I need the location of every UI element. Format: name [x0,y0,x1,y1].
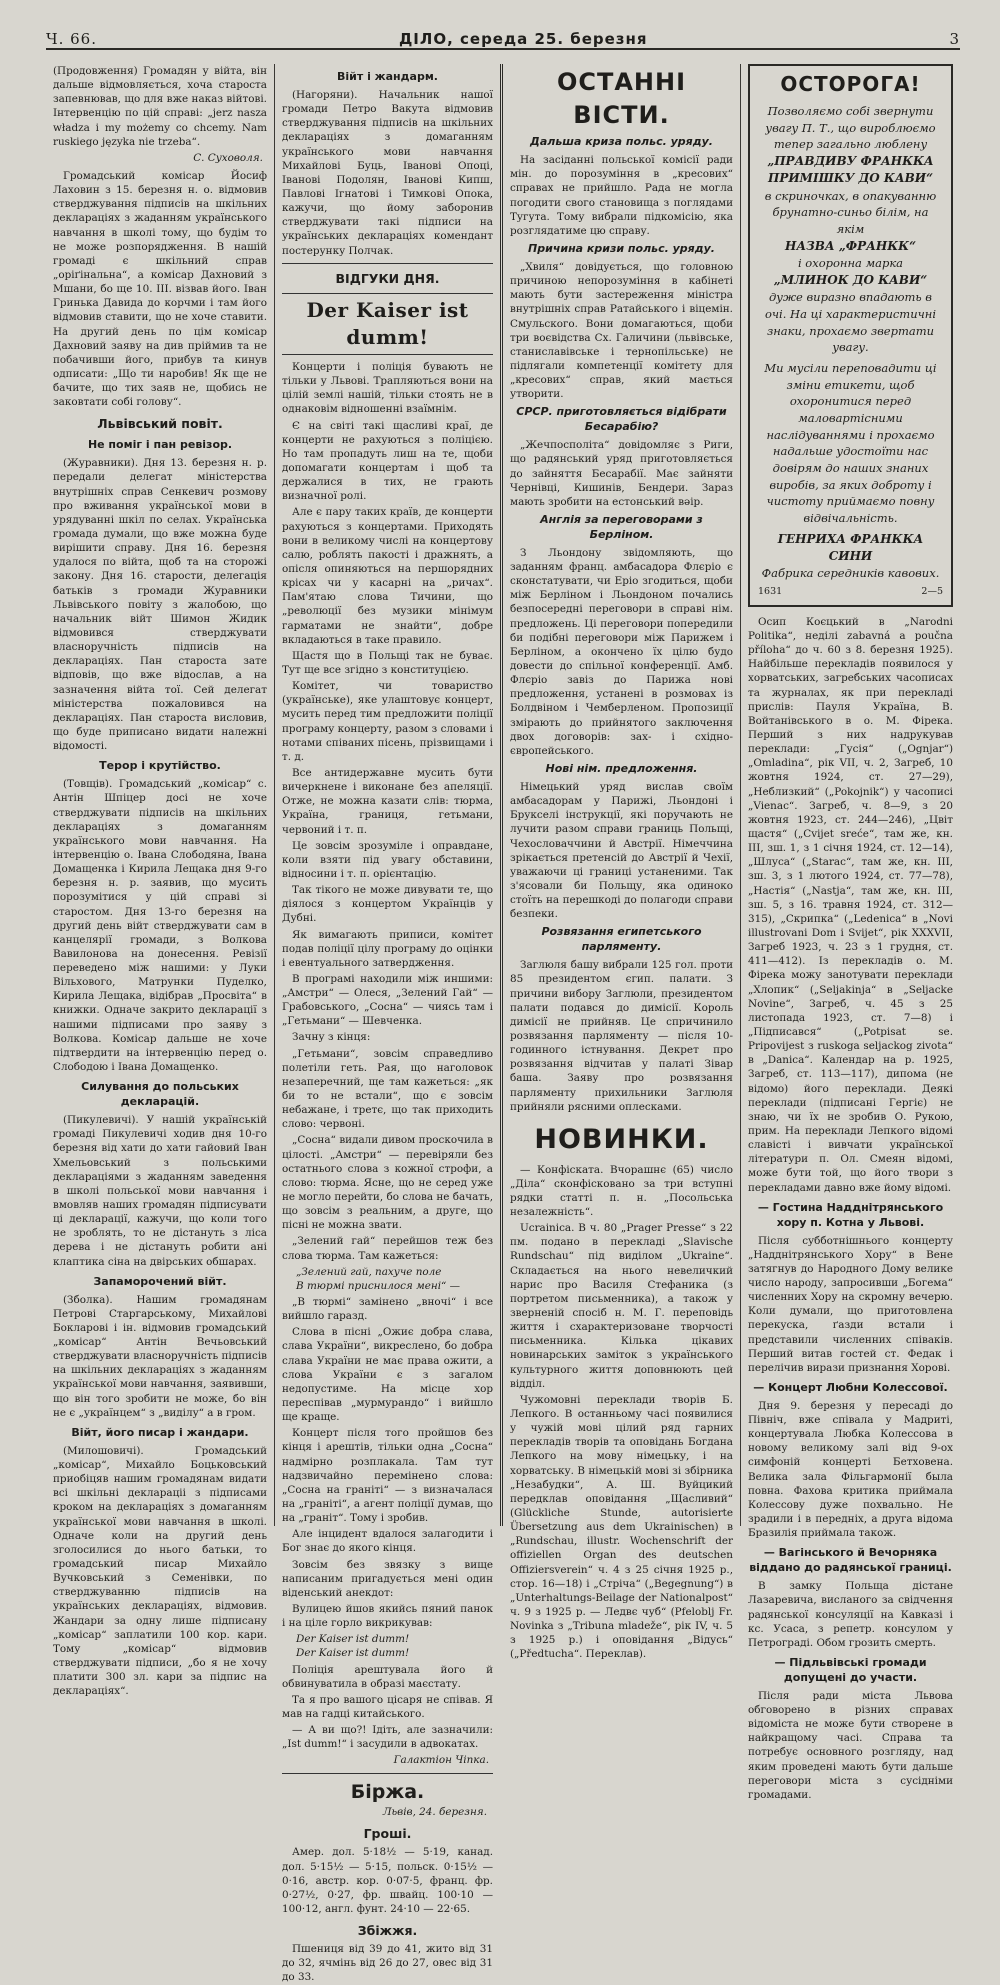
article-paragraph: Пшениця від 39 до 41, жито від 31 до 32, ячмінь від 26 до 27, овес від 31 до 33. [282,1943,493,1984]
ad-text: і охоронна марка [797,256,904,271]
news-section-title: НОВИНКИ. [534,1123,709,1155]
article-heading: Силування до польських декларацій. [81,1080,239,1109]
ad-text: Ми мусіли переповадити ці зміни етикети, щоб охоронитися перед маловартісними наслідуваннями і прохаємо надальше удостоїти нас довірям до наших знаних виробів, за яких доброту і чистоту приймаємо повну відвічальність. [764,360,937,525]
article-paragraph: (Зболка). Нашим громадянам Петрові Старгарському, Михайлові Бокларові і ін. відмовив громадський „комісар“ Антін Вечьовський стверджувати власноручність підписів на шкільних деклараціях з жаданням української мови навчання, заявивши, що він того зробити не може, бо він не є „українцем“ з „виділу“ а в гром. [53,1293,267,1419]
article-paragraph: На засіданні польської комісії ради мін. до порозуміння в „кресових“ справах не прийшло. Рада не могла погодити свого становища з поглядами Тугута. Тому вибрали підкомісію, яка розглядатиме цю справу. [510,154,733,237]
article-paragraph: „Гетьмани“, зовсім справедливо полетіли геть. Рая, що наголовок незаперечний, ще там кажеться: „як би то не встали“, що є зовсім небажане, і третє, що так приходить слово: червоні. [282,1047,493,1131]
article-paragraph: Поліція арештувала його й обвинуватила в образі маєстату. [282,1663,493,1690]
article-paragraph: Але інцидент вдалося залагодити і Бог знає до якого кінця. [282,1528,493,1555]
article-heading: — Гостина Надднітрянського хору п. Котна у Львові. [757,1200,944,1229]
article-heading: Нові нім. предложення. [545,762,698,776]
column-4 [740,64,960,1801]
article-paragraph: Слова в пісні „Ожиє добра слава, слава України“, викреслено, бо добра слава України не має права ожити, а слова України є з загалом недопустиме. На місце хор переспівав „мурмурандо“ і вийшло ще краще. [282,1326,493,1424]
article-paragraph: Та я про вашого цісаря не співав. Я мав на гадці китайського. [282,1693,493,1720]
article-paragraph: Так тікого не може дивувати те, що діялося з концертом Українців у Дубні. [282,884,493,925]
article-paragraph: (Нагоряни). Начальник нашої громади Петро Вакута відмовив стверджування підписів на шкільних деклараціях з домаганням українського мови навчання Михайлові Буць, Іванові Опоці, Іванові Подолян, Іванові Кипш, Павлові Ігнатові і Тимкові Опока, кажучи, що йому заборонив стверджувати такі підписи на українських деклараціях комендант постерунку Полчак. [282,88,493,257]
page-number: 3 [949,30,960,48]
ad-signature: ГЕНРИХА ФРАНККА СИНИ [777,531,924,564]
article-paragraph: Комітет, чи товариство (українське), яке улаштовує концерт, мусить перед тим предложити поліції програму концерту, разом з словами і нотами співаних пісень, прізвищами і т. д. [282,680,493,763]
ad-text: в скриночках, в опакуванню брунатно-синьо білім, на якім [764,188,937,237]
article-heading: Англія за переговорами з Берліном. [540,513,703,541]
article-paragraph: Після ради міста Львова обговорено в різних справах відоміста не може бути створене в найкращому часі. Справа та потребує основного розгляду, над яким проведені мають бути дальше переговори міста з сусідніми громадами. [748,1689,953,1801]
article-paragraph: Зачну з кінця: [292,1031,371,1044]
article-heading: Війт, його писар і жандари. [71,1425,249,1439]
ad-text: НАЗВА „ФРАНКК“ [784,238,916,253]
article-paragraph: Вулицею йшов якийсь пяний панок і на ціле горло викрикував: [282,1602,493,1630]
article-heading: — Вагінського й Вечорняка віддано до радянської границі. [749,1546,952,1575]
ad-text: дуже виразно впадають в очі. На ці характеристичні знаки, прохаємо звертати увагу. [764,290,937,355]
section-heading: Львівський повіт. [97,416,223,432]
section-heading: ВІДГУКИ ДНЯ. [335,270,440,286]
poem-quote: „Зелений гай, пахуче поле В тюрмі приснилося мені“ — [296,1265,461,1292]
article-paragraph: — А ви що?! Ідіть, але зазначили: „Ist dumm!“ і засудили в адвокатах. [282,1724,493,1751]
article-paragraph: „Зелений гай“ перейшов теж без слова тюрма. Там кажеться: [282,1235,493,1262]
article-signature: Галактіон Чіпка. [393,1754,489,1767]
article-paragraph: — Конфіската. Вчорашнє (65) число „Діла“ сконфісковано за три вступні рядки статті п. н. „Посольська незалежність“. [510,1163,733,1218]
feuilleton-title: Der Kaiser ist dumm! [282,293,493,355]
article-paragraph: Амер. дол. 5·18½ — 5·19, канад. дол. 5·15½ — 5·15, польск. 0·15½ — 0·16, австр. кор. 0·07·5, франц. фр. 0·27½, 0·27, фр. швайц. 100·10 — 100·12, англ. фунт. 24·10 — 22·65. [282,1846,493,1916]
article-paragraph: З Льондону звідомляють, що заданням франц. амбасадора Флєріо є сконстатувати, чи Еріо згодиться, щоби між Берліном і Льондоном почались безпосередні переговори в справі нім. предложень. Ці переговори попередили би подібні переговори між Парижем і Берліном, а окончено їх цілю будо довести до спільної конференції. Амб. Флєріо завіз до Парижа нові предложення, устанені в розмовах із Болдвіном і Чемберленом. Пропозиції змірають до прийнятого заключення двох договорів: зах- і східно-європейського. [510,546,733,757]
article-heading: — Підльвівські громади допущені до участи. [774,1655,927,1684]
issue-number: Ч. 66. [46,30,97,48]
article-heading: — Концерт Любни Колессової. [753,1380,948,1394]
article-paragraph: (Милошовичі). Громадський „комісар“, Михайло Боцьковський приобіцяв нашим громадянам видати всі шкільні деклараціі з підписами кроком на деклараціях з домаганням української мови навчання в школі. Одначе коли на другий день зголосилися до нього батьки, то громадський писар Михайло Вучковський з Семенівки, по стверджуванню підписів на українських деклараціях, відмовив. Жандари за одну лише підписану „комісар“ заплатили 100 кор. кари. Тому „комісар“ відмовив стверджувати підписи, „бо я не хочу платити 300 зл. кари за підпис на деклараціях“. [53,1444,267,1698]
article-heading: Дальша криза польс. уряду. [530,135,713,149]
article-heading: Запаморочений війт. [93,1274,227,1288]
column-2 [274,64,500,1984]
article-paragraph: Заглюля башу вибрали 125 гол. проти 85 президентом єгип. палати. З причини вибору Заглюли, президентом палати подався до димісії. Король димісії не прийняв. Це спричинило розвязання парляменту — після 10-годинного істнування. Декрет про розвязання відчитав у палаті Зівар баша. Заяву про розвязання парляменту прихильники Заглюля прийняли рясними оплесками. [510,959,733,1113]
latest-news-title: ОСТАННІ ВІСТИ. [556,68,687,129]
article-paragraph: Осип Коєцький в „Narodni Politika“, неділі zabavná a poučna příloha“ до ч. 60 з 8. березня 1925). Найбільше перекладів появилося у хорватських, загребських часописах та журналах, як при перекладі прислів: Пауля Україна, В. Войтанівського в о. М. Фірека. Перший з них надрукував переклади: „Гусія“ („Ognjar“) „Omladina“, рік VII, ч. 2, Загреб, 10 жовтня 1924, ст. 27—29), „Неблизкий“ („Pokojnik“) у часописі „Vienac“. Загреб, ч. 8—9, з 20 жовтня 1923, ст. 244—246), „Цвіт щастя“ („Cvijet sreće“, там же, кн. III, зш. 1, з 1 січня 1924, ст. 12—14), „Шлуса“ („Starac“, там же, кн. III, зш. 3, з 1 лютого 1924, ст. 77—78), „Настія“ („Nastja“, там же, кн. III, зш. 5, з 16. травня 1924, ст. 312—315), „Скрипка“ („Ledenica“ в „Novi illustrovani Dom i Svijet“, рік XXXVII, Загреб 1923, ч. 23 з 1 грудня, ст. 411—412). Із перекладів о. М. Фірека можу занотувати переклади „Хлопик“ („Seljakinja“ в „Seljacke Novine“, Загреб, ч. 45 з 25 листопада 1923, ст. 7—8) і „Підписався“ („Potpisat se. Pripovijest з ruskoga seljackog zivota“ в „Danica“. Календар на р. 1925, Загреб, ст. 113—117), дипома (не відомо) його переклади. Деякі переклади (підписані Гергіє) не знаю, чи їх не зробив О. Рукою, прим. На переклади Лепкого відомі славісті і вивчати української літератури п. Ол. Смеян відомі, може бути той, що його твори з перекладами давно вже йому відомі. [748,615,953,1194]
ad-title: ОСТОРОГА! [780,72,921,96]
article-paragraph: „Жечпосполіта“ довідомляє з Риги, що радянський уряд приготовляється до зайняття Бесарабії. Має зайняти Чернівці, Кишинів, Бендери. Зараз мають зробити на естонський вәір. [510,439,733,508]
article-paragraph: „Хвиля“ довідується, що головною причиною непорозуміння в кабінеті мають бути застереження міністра внутрішніх справ Ратайського і віцемін. Смульского. Вони домагаються, щоби три воєвідства Сх. Галичини (львівське, станиславівське і тернопільське) не підлягали компетенції комітету для „кресових“ справ, який мається утворити. [510,261,733,401]
article-paragraph: Німецький уряд вислав своїм амбасадорам у Парижі, Льондоні і Брукселі інструкції, які поручають не лучити разом справи границь Польщі, Чехословаччини й Австрії. Німеччина зрікається претенсій до Австрії й Чехії, уважаючи ці границі устаненими. Так з'ясовали би Польщу, яка одиноко стоїть на перешкоді до полагоди справи безпеки. [510,780,733,921]
article-paragraph: Ucrainica. В ч. 80 „Prager Presse“ з 22 пм. подано в перекладі „Slavische Rundschau“ під виділом „Ukraine“. Складається на нього невеличкий нарис про Василя Стефаника (з портретом письменника), а також у зверненій спосіб н. М. Г. переповідь життя і схарактеризоване творчості письменника. Кілька цікавих новинарських заміток з українського культурного життя доповнюють цей відділ. [510,1222,733,1390]
article-paragraph: Концерт після того пройшов без кінця і арештів, тільки одна „Сосна“ надмірно розплакала. Там тут надзвичайно перемінено слова: „Сосна на граніті“ — з визначалася на „граніті“, а агент поліції думав, що на „граніт“. Тому і зробив. [282,1427,493,1525]
section-heading: Збіжжя. [357,1923,418,1939]
poem-quote: Der Kaiser ist dumm! Der Kaiser ist dumm! [296,1633,410,1660]
article-heading: Причина кризи польс. уряду. [528,242,715,256]
bourse-title: Біржа. [350,1780,425,1803]
article-heading: Війт і жандарм. [337,70,438,83]
section-heading: Гроші. [363,1826,412,1842]
article-paragraph: „Сосна“ видали дивом проскочила в цілості. „Амстри“ — перевіряли без остатнього слова з кожної строфи, а слово: тюрма. Ясне, що не серед уже не могло перейти, бо слова не бачать, що зовсім з реальним, а друге, що пісні не можна звати. [282,1134,493,1232]
masthead-date: ДІЛО, середа 25. березня [398,30,648,48]
columns [46,64,960,1984]
article-signature: С. Суховоля. [193,151,263,164]
article-paragraph: В замку Польща дістане Лазаревича, висланого за свідчення радянської консуляції на Кавказі і кс. Усаса, з репетр. консулом у Петрограді. Обом грозить смерть. [748,1580,953,1649]
ad-text: „МЛИНОК ДО КАВИ“ [773,272,928,287]
divider [282,263,493,264]
article-paragraph: Дня 9. березня у пересаді до Північ, вже співала у Мадриті, концертувала Любка Колессова в новому великому залі від 9-ох симфоній концерті Бетховена. Велика зала Фільгармонії была повна. Фахова критика приймала Колессову дуже похвально. Не зрадили і в передніх, а друга відома Бразилія приймала також. [748,1399,953,1540]
article-heading: Не поміг і пан ревізор. [87,438,233,452]
article-paragraph: (Журавники). Дня 13. березня н. р. передали делегат міністерства внутрішніх справ Сенкевич розмову про вживання української мови в урядуванні шкіл по селах. Українська громада думали, що вже можна буде вирішити справу. Дня 16. березня удалося по війта, щоб та на сторожі закону. Дня 16. старости, делегація батьків з громади Журавники Львівського повіту з жалобою, що начальник війт Шимон Жидик відмовився стверджувати власноручність підписів на деклараціях. Пан староста зате відповів, що вже відослав, а на зазначення війта тої. Сей делегат міністерства пожаловився на деклараціях. Пан староста висловив, що буде приписано видати належні відомості. [53,457,267,753]
ad-footer-left: 1631 [758,586,783,598]
ad-footer-right: 2—5 [921,586,943,598]
article-paragraph: Зовсім без звязку з вище написаним пригадується мені один віденський анекдот: [282,1558,493,1599]
article-paragraph: Щастя що в Польщі так не буває. Тут ще все згідно з конституцією. [282,649,493,676]
article-paragraph: Після субботнішнього концерту „Надднітрянського Хору“ в Вене затягнув до Народного Дому велике число народу, запросивши „Богема“ численних Хору на скромну вечерю. Коли думали, що приготовлена перекуска, ґазди встали і представили численних співаків. Перший витав гостей ст. Федак і перелічив вирази признання Хорові. [748,1234,953,1374]
article-paragraph: Громадський комісар Йосиф Лаховин з 15. березня н. о. відмовив стверджування підписів на шкільних деклараціях з жаданням українського навчання в школі тому, що будім то не може розпорядження. В нашій громаді є шкільний справ „оріґінальна“, а комісар Дахновий з Мшани, бо ще 10. III. візвав його. Іван Гринька Давида до корчми і там його відмовив ставити, що не хоче ставити. На другий день по цім комісар Дахновий заяву на див пріймив та не побачивши його, прибув та кинув одписати: „Що ти наробив! Як ще не бачите, що тих заяв не, щобись не заковтати собі голову“. [53,169,267,409]
article-heading: СРСР. приготовляється відібрати Бесарабію? [516,405,727,434]
article-paragraph: В програмі находили між иншими: „Амстри“ — Олеся, „Зелений Гай“ — Грабовського, „Сосна“ — чиясь там і „Гетьмани“ — Шевченка. [282,972,493,1028]
article-paragraph: (Продовження) Громадян у війта, він дальше відмовляється, хоча староста запевнював, що для вже наказ війтові. Інтервенцію по цій справі: „jerz nasza władza i my możemy co chcemy. Nam ruskiego języka nie trzeba“. [53,65,267,148]
article-paragraph: Як вимагають приписи, комітет подав поліції цілу програму до оцінки і евентуального затвердження. [282,928,493,969]
article-paragraph: Концерти і поліція бувають не тільки у Львові. Трапляються вони на цілій землі нашій, тільки стоять не в однаковім відношенні взаїмнім. [282,361,493,416]
article-paragraph: Чужомовні переклади творів Б. Лепкого. В останньому часі появилися у чужій мові цілий ряд гарних перекладів творів та оповідань Богдана Лепкого на мову німецьку, і на хорватську. В німецькій мові зі збірника „Незабудки“, А. Ш. Вуйцикий передклав оповідання „Щасливий“ (Glückliche Stunde, autorisierte Übersetzung aus dem Ukrainischen) в „Rundschau, illustr. Wochenschrift der offiziellen Organ des deutschen Offiziersverein“ ч. 4 з 25 січня 1925 р., стор. 16—18) і „Стріча“ („Begegnung“) в „Unterhaltungs-Beilage der Nationalpost“ ч. 9 з 1925 р. — Ледвє чуб“ (Pfeloblj Fr. Novinka з „Tribuna mladeže“, рік IV, ч. 5 з 1925 р.) і оповідання „Відусь“ („Předtucha“. Переклав). [510,1393,733,1661]
ad-footer [758,585,943,599]
column-1 [46,64,274,1698]
ad-text: Позволяємо собі звернути увагу П. Т., що вироблюємо тепер загально люблену [765,104,936,152]
divider [282,1773,493,1774]
article-heading: Розвязання египетського парляменту. [541,925,702,954]
article-paragraph: Це зовсім зрозуміле і оправдане, коли взяти під увагу обставини, відносини і т. п. орієнтацію. [282,839,493,880]
ad-text: „ПРАВДИВУ ФРАНККА ПРИМІШКУ ДО КАВИ“ [767,154,934,186]
article-paragraph: Але є пару таких країв, де концерти рахуються з концертами. Приходять вони в великому числі на концертову салю, роблять пакості і дражнять, а опісля опиняються на першорядних крісах чи у касарні на „ричах“. Пам'ятаю слова Тичини, що „революції без музики мінімум гарматами не знайти“, добре вкладаються в таке правило. [282,506,493,646]
article-paragraph: „В тюрмі“ замінено „вночі“ і все вийшло гаразд. [282,1296,493,1323]
article-paragraph: (Товщів). Громадський „комісар“ с. Антін Шпіцер досі не хоче стверджувати підписів на шкільних деклараціях з домаганням українського мови навчання. На інтервенцію о. Івана Слободяна, Івана Домащенка і Кирила Лещака дня 9-го березня н. р. заявив, що мусить порозумітися у цій справі зі старостом. Дня 13-го березня на другий день війт стверджувати сам в канцелярії громади, з Волкова Вавилонова на донесення. Ревізії переведено між нашими: у Луки Вільхового, Матрунки Пуделко, Кирила Лещака, відібрав „Просвіта“ в книжки. Одначе закрито декларації з нашими підписами про заяву з Волкова. Комісар дальше не хоче підтвердити на інтервенцію перед о. Слободою і Івана Домащенко. [53,778,267,1074]
advertisement [748,64,953,607]
article-heading: Терор і крутійство. [99,759,221,773]
article-paragraph: (Пикулевичі). У нашій українській громаді Пикулевичі ходив дня 10-го березня від хати до хати гайовий Іван Хмельовський з польськими деклараціями з жаданням заведення в школі польської мови навчання і вмовляв наших громадян підписувати ці декларації, кажучи, що коли того не зроблять, то не дістануть з ліса дерева і не дістануть робити ані клаптика сіна на двірських обшарах. [53,1114,267,1268]
article-paragraph: Все антидержавне мусить бути вичеркнене і виконане без апеляції. Отже, не можна казати слів: тюрма, Україна, границя, гетьмани, червоний і т. п. [282,766,493,836]
article-paragraph: Є на світі такі щасливі краї, де концерти не рахуються з поліцією. Но там пропадуть лиш на те, щоби допомагати концертам і щоб та держалися в тих, не грають визначної ролі. [282,419,493,503]
column-3 [500,64,740,1661]
page-header [46,26,960,50]
ad-signature: Фабрика середників кавових. [761,566,940,581]
bourse-date: Львів, 24. березня. [382,1806,487,1819]
